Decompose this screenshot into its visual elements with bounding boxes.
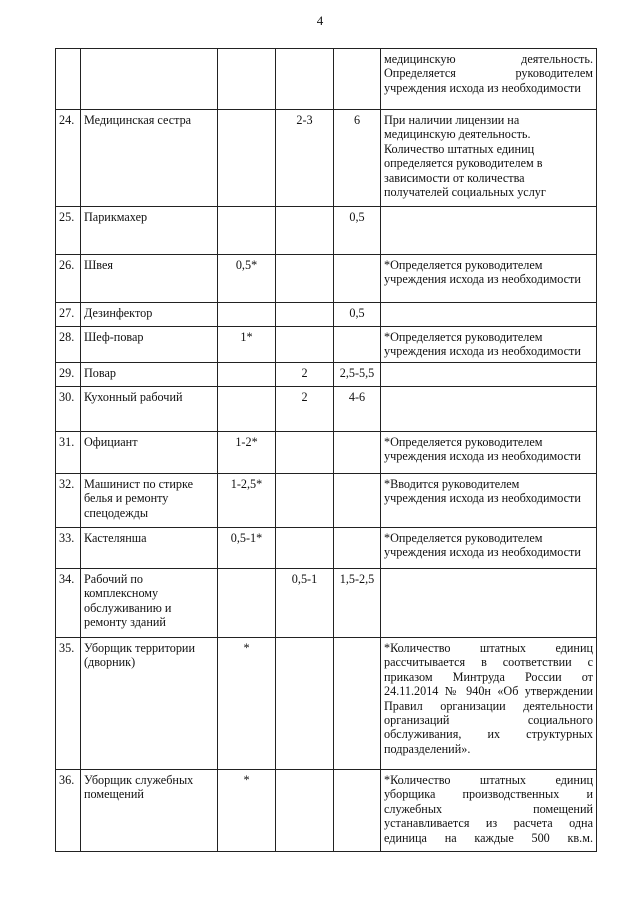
row-number: 28. [56,327,81,363]
note-line: служебных помещений [384,801,593,816]
note-line: учреждения исхода из необходимости [384,344,581,359]
position-name: Официант [81,432,218,474]
position-name: Кастелянша [81,528,218,569]
table-row [56,110,597,207]
table-row [56,770,597,852]
staff-count-col2 [276,327,334,363]
staff-count-col1: 1* [218,327,276,363]
note-line: определяется руководителем в [384,156,543,171]
note-line: подразделений». [384,741,471,756]
table-row [56,363,597,387]
staff-count-col2: 2 [276,387,334,432]
staff-count-col2 [276,303,334,327]
table-body [56,49,597,852]
staff-count-col2 [276,432,334,474]
note-line: единица на каждые 500 кв.м. [384,830,593,845]
note-cell [381,327,597,363]
note-line: приказом Минтруда России от [384,669,593,684]
note-line: *Определяется руководителем [384,435,543,449]
staff-count-col3 [334,327,381,363]
note-line: уборщика производственных и [384,787,593,802]
position-name: Уборщик территории (дворник) [81,638,218,770]
staff-count-col3 [334,49,381,110]
staff-count-col1: * [218,638,276,770]
note-line: *Определяется руководителем [384,330,543,344]
staff-count-col2 [276,255,334,303]
note-cell [381,387,597,432]
note-line: медицинскую деятельность. [384,52,593,66]
staff-count-col2: 0,5-1 [276,569,334,638]
staff-count-col3 [334,638,381,770]
staff-count-col2 [276,207,334,255]
note-line: учреждения исхода из необходимости [384,545,581,560]
staff-count-col3: 6 [334,110,381,207]
staff-count-col3 [334,255,381,303]
row-number: 27. [56,303,81,327]
staff-count-col2 [276,49,334,110]
note-line: *Вводится руководителем [384,477,520,491]
note-cell [381,255,597,303]
staff-count-col3: 0,5 [334,207,381,255]
note-line: При наличии лицензии на [384,113,520,127]
row-number: 30. [56,387,81,432]
note-line: Определяется руководителем [384,66,593,81]
staff-count-col2 [276,474,334,528]
note-line: 24.11.2014 № 940н «Об утверждении [384,684,593,699]
note-cell [381,569,597,638]
note-line: устанавливается из расчета одна [384,816,593,831]
note-line: организаций социального [384,713,593,728]
note-cell [381,770,597,852]
row-number: 32. [56,474,81,528]
table-row [56,528,597,569]
staff-count-col3 [334,770,381,852]
position-name [81,49,218,110]
note-line: *Определяется руководителем [384,531,543,545]
staff-count-col1: 0,5* [218,255,276,303]
position-name: Парикмахер [81,207,218,255]
staff-count-col1: * [218,770,276,852]
row-number: 36. [56,770,81,852]
note-cell [381,363,597,387]
position-name: Швея [81,255,218,303]
staff-count-col3 [334,432,381,474]
row-number: 35. [56,638,81,770]
staff-count-col2: 2-3 [276,110,334,207]
table-row [56,474,597,528]
staff-count-col1: 0,5-1* [218,528,276,569]
note-line: *Количество штатных единиц [384,641,593,655]
note-line: учреждения исхода из необходимости [384,272,581,287]
position-name: Уборщик служебных помещений [81,770,218,852]
staff-count-col3: 1,5-2,5 [334,569,381,638]
note-cell [381,207,597,255]
note-line: учреждения исхода из необходимости [384,449,581,464]
row-number: 31. [56,432,81,474]
table-row [56,327,597,363]
staff-table [55,48,597,852]
row-number: 24. [56,110,81,207]
note-cell [381,110,597,207]
note-cell [381,474,597,528]
row-number: 33. [56,528,81,569]
note-line: получателей социальных услуг [384,185,546,200]
note-cell [381,49,597,110]
row-number [56,49,81,110]
note-cell [381,638,597,770]
staff-count-col3 [334,528,381,569]
note-line: обслуживания, их структурных [384,727,593,742]
note-cell [381,432,597,474]
position-name: Кухонный рабочий [81,387,218,432]
table-row [56,432,597,474]
staff-count-col1: 1-2,5* [218,474,276,528]
row-number: 26. [56,255,81,303]
table-row [56,638,597,770]
table-row [56,569,597,638]
table-row [56,207,597,255]
table-row [56,49,597,110]
staff-count-col1 [218,110,276,207]
staff-count-col2 [276,528,334,569]
staff-count-col1 [218,49,276,110]
note-line: *Количество штатных единиц [384,773,593,787]
table-row [56,303,597,327]
position-name: Дезинфектор [81,303,218,327]
position-name: Повар [81,363,218,387]
note-line: учреждения исхода из необходимости [384,80,581,95]
staff-count-col1 [218,303,276,327]
position-name: Машинист по стирке белья и ремонту спецодежды [81,474,218,528]
note-line: *Определяется руководителем [384,258,543,272]
note-line: Правил организации деятельности [384,698,593,713]
staff-count-col3 [334,474,381,528]
position-name: Шеф-повар [81,327,218,363]
note-line: рассчитывается в соответствии с [384,655,593,670]
staff-count-col1: 1-2* [218,432,276,474]
staff-count-col3: 0,5 [334,303,381,327]
note-line: зависимости от количества [384,170,525,185]
staff-count-col2: 2 [276,363,334,387]
staff-count-col3: 2,5-5,5 [334,363,381,387]
table-row [56,387,597,432]
row-number: 34. [56,569,81,638]
note-cell [381,528,597,569]
position-name: Медицинская сестра [81,110,218,207]
staff-count-col2 [276,770,334,852]
staff-count-col1 [218,363,276,387]
staff-count-col2 [276,638,334,770]
row-number: 25. [56,207,81,255]
table-row [56,255,597,303]
staff-count-col3: 4-6 [334,387,381,432]
position-name: Рабочий по комплексному обслуживанию и ремонту зданий [81,569,218,638]
row-number: 29. [56,363,81,387]
page-number: 4 [316,13,324,28]
note-cell [381,303,597,327]
note-line: Количество штатных единиц [384,141,535,156]
staff-count-col1 [218,387,276,432]
staff-count-col1 [218,569,276,638]
staff-count-col1 [218,207,276,255]
note-line: медицинскую деятельность. [384,127,531,142]
note-line: учреждения исхода из необходимости [384,491,581,506]
